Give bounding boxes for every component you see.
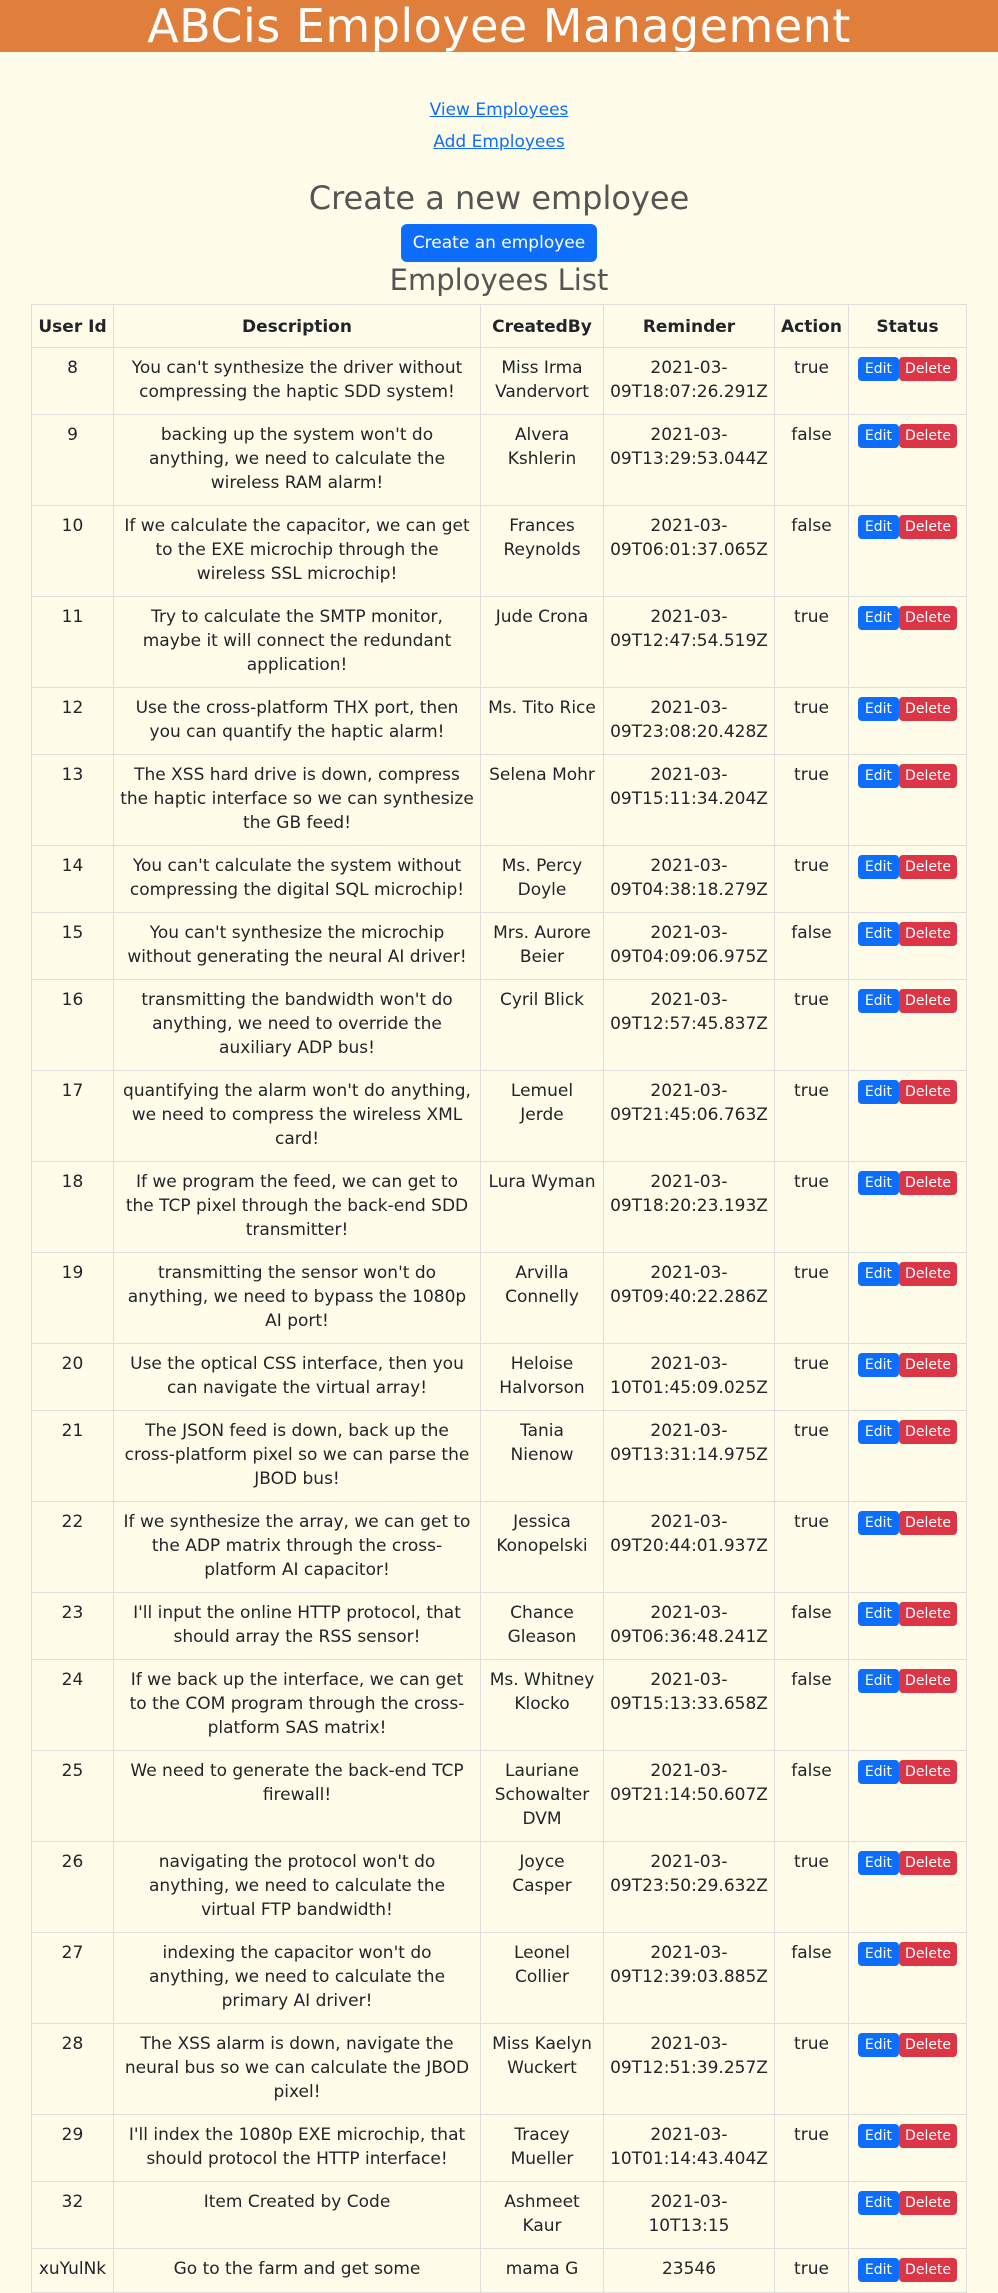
- cell-status: [848, 688, 966, 755]
- cell-description: I'll input the online HTTP protocol, that should array the RSS sensor!: [114, 1593, 481, 1660]
- delete-button[interactable]: Delete: [899, 989, 957, 1013]
- table-row: [32, 980, 967, 1071]
- edit-button[interactable]: Edit: [858, 357, 899, 381]
- cell-user-id: 12: [32, 688, 114, 755]
- header-description: Description: [114, 305, 481, 348]
- edit-button[interactable]: Edit: [858, 1171, 899, 1195]
- cell-user-id: xuYulNk: [32, 2249, 114, 2293]
- cell-action: true: [775, 348, 849, 415]
- cell-description: quantifying the alarm won't do anything, we need to compress the wireless XML card!: [114, 1071, 481, 1162]
- delete-button[interactable]: Delete: [899, 697, 957, 721]
- cell-created-by: Ms. Percy Doyle: [481, 846, 604, 913]
- cell-action: true: [775, 1344, 849, 1411]
- cell-reminder: 2021-03-09T15:13:33.658Z: [604, 1660, 775, 1751]
- table-row: [32, 2115, 967, 2182]
- table-row: [32, 2182, 967, 2249]
- cell-status: [848, 2249, 966, 2293]
- cell-reminder: 2021-03-09T09:40:22.286Z: [604, 1253, 775, 1344]
- cell-user-id: 21: [32, 1411, 114, 1502]
- cell-created-by: Miss Kaelyn Wuckert: [481, 2024, 604, 2115]
- cell-action: true: [775, 980, 849, 1071]
- cell-status: [848, 415, 966, 506]
- cell-description: You can't synthesize the microchip without generating the neural AI driver!: [114, 913, 481, 980]
- delete-button[interactable]: Delete: [899, 424, 957, 448]
- edit-button[interactable]: Edit: [858, 2191, 899, 2215]
- cell-action: true: [775, 688, 849, 755]
- cell-description: The XSS alarm is down, navigate the neural bus so we can calculate the JBOD pixel!: [114, 2024, 481, 2115]
- cell-reminder: 2021-03-09T18:20:23.193Z: [604, 1162, 775, 1253]
- cell-user-id: 15: [32, 913, 114, 980]
- delete-button[interactable]: Delete: [899, 1669, 957, 1693]
- cell-description: transmitting the bandwidth won't do anything, we need to override the auxiliary ADP bus!: [114, 980, 481, 1071]
- cell-reminder: 2021-03-09T20:44:01.937Z: [604, 1502, 775, 1593]
- cell-created-by: Lemuel Jerde: [481, 1071, 604, 1162]
- cell-action: true: [775, 2115, 849, 2182]
- cell-description: If we calculate the capacitor, we can get to the EXE microchip through the wireless SSL microchip!: [114, 506, 481, 597]
- cell-reminder: 2021-03-09T23:50:29.632Z: [604, 1842, 775, 1933]
- cell-user-id: 32: [32, 2182, 114, 2249]
- delete-button[interactable]: Delete: [899, 2191, 957, 2215]
- cell-reminder: 2021-03-09T18:07:26.291Z: [604, 348, 775, 415]
- table-row: [32, 846, 967, 913]
- cell-reminder: 2021-03-09T15:11:34.204Z: [604, 755, 775, 846]
- cell-description: If we synthesize the array, we can get to the ADP matrix through the cross-platform AI capacitor!: [114, 1502, 481, 1593]
- app-title: ABCis Employee Management: [147, 0, 851, 53]
- delete-button[interactable]: Delete: [899, 922, 957, 946]
- header-action: Action: [775, 305, 849, 348]
- cell-description: Try to calculate the SMTP monitor, maybe it will connect the redundant application!: [114, 597, 481, 688]
- cell-action: true: [775, 1502, 849, 1593]
- page-title: Create a new employee: [308, 179, 690, 217]
- cell-action: true: [775, 1071, 849, 1162]
- table-row: [32, 415, 967, 506]
- delete-button[interactable]: Delete: [899, 1353, 957, 1377]
- cell-reminder: 2021-03-09T21:45:06.763Z: [604, 1071, 775, 1162]
- header-reminder: Reminder: [604, 305, 775, 348]
- edit-button[interactable]: Edit: [858, 2033, 899, 2057]
- cell-created-by: Ms. Whitney Klocko: [481, 1660, 604, 1751]
- cell-created-by: Mrs. Aurore Beier: [481, 913, 604, 980]
- edit-button[interactable]: Edit: [858, 989, 899, 1013]
- cell-description: We need to generate the back-end TCP firewall!: [114, 1751, 481, 1842]
- cell-user-id: 18: [32, 1162, 114, 1253]
- edit-button[interactable]: Edit: [858, 1669, 899, 1693]
- cell-status: [848, 913, 966, 980]
- cell-created-by: Ashmeet Kaur: [481, 2182, 604, 2249]
- delete-button[interactable]: Delete: [899, 1602, 957, 1626]
- cell-user-id: 24: [32, 1660, 114, 1751]
- cell-user-id: 23: [32, 1593, 114, 1660]
- cell-status: [848, 506, 966, 597]
- view-employees-link[interactable]: View Employees: [429, 100, 569, 120]
- cell-status: [848, 1162, 966, 1253]
- delete-button[interactable]: Delete: [899, 764, 957, 788]
- cell-reminder: 2021-03-09T13:29:53.044Z: [604, 415, 775, 506]
- edit-button[interactable]: Edit: [858, 1760, 899, 1784]
- cell-reminder: 2021-03-09T12:57:45.837Z: [604, 980, 775, 1071]
- delete-button[interactable]: Delete: [899, 1171, 957, 1195]
- delete-button[interactable]: Delete: [899, 1080, 957, 1104]
- cell-action: false: [775, 913, 849, 980]
- cell-reminder: 2021-03-09T12:47:54.519Z: [604, 597, 775, 688]
- cell-user-id: 25: [32, 1751, 114, 1842]
- cell-created-by: Jessica Konopelski: [481, 1502, 604, 1593]
- edit-button[interactable]: Edit: [858, 2258, 899, 2282]
- cell-action: true: [775, 2249, 849, 2293]
- cell-description: The XSS hard drive is down, compress the haptic interface so we can synthesize the GB feed!: [114, 755, 481, 846]
- cell-action: true: [775, 2024, 849, 2115]
- edit-button[interactable]: Edit: [858, 855, 899, 879]
- cell-reminder: 2021-03-09T12:39:03.885Z: [604, 1933, 775, 2024]
- delete-button[interactable]: Delete: [899, 1942, 957, 1966]
- cell-status: [848, 755, 966, 846]
- edit-button[interactable]: Edit: [858, 1420, 899, 1444]
- table-row: [32, 688, 967, 755]
- delete-button[interactable]: Delete: [899, 2258, 957, 2282]
- delete-button[interactable]: Delete: [899, 1511, 957, 1535]
- table-row: [32, 348, 967, 415]
- create-wrap: [0, 224, 998, 262]
- edit-button[interactable]: Edit: [858, 1080, 899, 1104]
- edit-button[interactable]: Edit: [858, 1942, 899, 1966]
- cell-description: Go to the farm and get some: [114, 2249, 481, 2293]
- edit-button[interactable]: Edit: [858, 1262, 899, 1286]
- cell-status: [848, 1071, 966, 1162]
- cell-status: [848, 2115, 966, 2182]
- table-row: [32, 506, 967, 597]
- delete-button[interactable]: Delete: [899, 1760, 957, 1784]
- cell-created-by: Tracey Mueller: [481, 2115, 604, 2182]
- cell-created-by: Cyril Blick: [481, 980, 604, 1071]
- cell-description: Item Created by Code: [114, 2182, 481, 2249]
- table-row: [32, 755, 967, 846]
- delete-button[interactable]: Delete: [899, 1420, 957, 1444]
- cell-status: [848, 1411, 966, 1502]
- cell-status: [848, 597, 966, 688]
- delete-button[interactable]: Delete: [899, 357, 957, 381]
- cell-action: false: [775, 1660, 849, 1751]
- cell-reminder: 2021-03-09T04:38:18.279Z: [604, 846, 775, 913]
- edit-button[interactable]: Edit: [858, 424, 899, 448]
- cell-status: [848, 2024, 966, 2115]
- table-row: [32, 1660, 967, 1751]
- cell-action: true: [775, 597, 849, 688]
- table-row: [32, 1162, 967, 1253]
- cell-reminder: 2021-03-10T01:14:43.404Z: [604, 2115, 775, 2182]
- cell-status: [848, 1751, 966, 1842]
- cell-action: true: [775, 1411, 849, 1502]
- cell-description: navigating the protocol won't do anything, we need to calculate the virtual FTP bandwidth!: [114, 1842, 481, 1933]
- delete-button[interactable]: Delete: [899, 606, 957, 630]
- cell-reminder: 2021-03-09T21:14:50.607Z: [604, 1751, 775, 1842]
- cell-description: If we back up the interface, we can get to the COM program through the cross-platform SAS matrix!: [114, 1660, 481, 1751]
- edit-button[interactable]: Edit: [858, 606, 899, 630]
- edit-button[interactable]: Edit: [858, 1353, 899, 1377]
- cell-action: [775, 2182, 849, 2249]
- cell-reminder: 2021-03-09T13:31:14.975Z: [604, 1411, 775, 1502]
- header-status: Status: [848, 305, 966, 348]
- employees-table-body: [32, 348, 967, 2293]
- cell-user-id: 27: [32, 1933, 114, 2024]
- header-user-id: User Id: [32, 305, 114, 348]
- cell-description: Use the optical CSS interface, then you can navigate the virtual array!: [114, 1344, 481, 1411]
- cell-user-id: 29: [32, 2115, 114, 2182]
- cell-status: [848, 348, 966, 415]
- cell-user-id: 26: [32, 1842, 114, 1933]
- cell-user-id: 8: [32, 348, 114, 415]
- cell-reminder: 2021-03-09T04:09:06.975Z: [604, 913, 775, 980]
- create-employee-button[interactable]: Create an employee: [401, 224, 597, 262]
- cell-created-by: Ms. Tito Rice: [481, 688, 604, 755]
- cell-user-id: 11: [32, 597, 114, 688]
- cell-status: [848, 846, 966, 913]
- edit-button[interactable]: Edit: [858, 697, 899, 721]
- cell-status: [848, 2182, 966, 2249]
- cell-user-id: 13: [32, 755, 114, 846]
- table-row: [32, 1593, 967, 1660]
- cell-action: false: [775, 506, 849, 597]
- edit-button[interactable]: Edit: [858, 515, 899, 539]
- cell-status: [848, 980, 966, 1071]
- cell-user-id: 17: [32, 1071, 114, 1162]
- nav-links: [0, 94, 998, 158]
- edit-button[interactable]: Edit: [858, 1511, 899, 1535]
- cell-status: [848, 1593, 966, 1660]
- cell-description: backing up the system won't do anything, we need to calculate the wireless RAM alarm!: [114, 415, 481, 506]
- cell-created-by: Miss Irma Vandervort: [481, 348, 604, 415]
- cell-description: I'll index the 1080p EXE microchip, that should protocol the HTTP interface!: [114, 2115, 481, 2182]
- cell-action: false: [775, 1751, 849, 1842]
- delete-button[interactable]: Delete: [899, 515, 957, 539]
- cell-description: transmitting the sensor won't do anything, we need to bypass the 1080p AI port!: [114, 1253, 481, 1344]
- cell-user-id: 16: [32, 980, 114, 1071]
- cell-action: true: [775, 755, 849, 846]
- cell-reminder: 2021-03-09T12:51:39.257Z: [604, 2024, 775, 2115]
- cell-reminder: 2021-03-09T23:08:20.428Z: [604, 688, 775, 755]
- cell-action: true: [775, 1162, 849, 1253]
- table-row: [32, 913, 967, 980]
- cell-status: [848, 1253, 966, 1344]
- cell-description: If we program the feed, we can get to the TCP pixel through the back-end SDD transmitter!: [114, 1162, 481, 1253]
- cell-status: [848, 1502, 966, 1593]
- cell-reminder: 2021-03-10T13:15: [604, 2182, 775, 2249]
- table-row: [32, 1933, 967, 2024]
- cell-created-by: Chance Gleason: [481, 1593, 604, 1660]
- cell-description: You can't synthesize the driver without compressing the haptic SDD system!: [114, 348, 481, 415]
- cell-user-id: 28: [32, 2024, 114, 2115]
- table-row: [32, 1411, 967, 1502]
- table-row: [32, 1842, 967, 1933]
- cell-created-by: Frances Reynolds: [481, 506, 604, 597]
- cell-status: [848, 1344, 966, 1411]
- cell-reminder: 2021-03-09T06:36:48.241Z: [604, 1593, 775, 1660]
- cell-description: Use the cross-platform THX port, then you can quantify the haptic alarm!: [114, 688, 481, 755]
- cell-created-by: Selena Mohr: [481, 755, 604, 846]
- cell-description: indexing the capacitor won't do anything, we need to calculate the primary AI driver!: [114, 1933, 481, 2024]
- delete-button[interactable]: Delete: [899, 855, 957, 879]
- cell-action: true: [775, 1842, 849, 1933]
- cell-created-by: mama G: [481, 2249, 604, 2293]
- employees-list-title: Employees List: [389, 263, 609, 297]
- delete-button[interactable]: Delete: [899, 2124, 957, 2148]
- table-row: [32, 1751, 967, 1842]
- delete-button[interactable]: Delete: [899, 1262, 957, 1286]
- header-created-by: CreatedBy: [481, 305, 604, 348]
- edit-button[interactable]: Edit: [858, 1851, 899, 1875]
- edit-button[interactable]: Edit: [858, 1602, 899, 1626]
- add-employees-link[interactable]: Add Employees: [433, 132, 565, 152]
- table-row: [32, 1071, 967, 1162]
- cell-status: [848, 1933, 966, 2024]
- cell-user-id: 20: [32, 1344, 114, 1411]
- edit-button[interactable]: Edit: [858, 764, 899, 788]
- cell-reminder: 23546: [604, 2249, 775, 2293]
- cell-created-by: Alvera Kshlerin: [481, 415, 604, 506]
- table-row: [32, 597, 967, 688]
- delete-button[interactable]: Delete: [899, 2033, 957, 2057]
- cell-user-id: 19: [32, 1253, 114, 1344]
- table-row: [32, 1502, 967, 1593]
- cell-created-by: Arvilla Connelly: [481, 1253, 604, 1344]
- cell-created-by: Joyce Casper: [481, 1842, 604, 1933]
- cell-reminder: 2021-03-10T01:45:09.025Z: [604, 1344, 775, 1411]
- cell-action: true: [775, 846, 849, 913]
- table-row: [32, 1344, 967, 1411]
- delete-button[interactable]: Delete: [899, 1851, 957, 1875]
- cell-action: true: [775, 1253, 849, 1344]
- app-header: [0, 0, 998, 52]
- table-header-row: [32, 305, 967, 348]
- table-row: [32, 2024, 967, 2115]
- cell-user-id: 22: [32, 1502, 114, 1593]
- table-row: [32, 2249, 967, 2293]
- cell-action: false: [775, 1593, 849, 1660]
- cell-created-by: Lauriane Schowalter DVM: [481, 1751, 604, 1842]
- edit-button[interactable]: Edit: [858, 922, 899, 946]
- cell-created-by: Heloise Halvorson: [481, 1344, 604, 1411]
- edit-button[interactable]: Edit: [858, 2124, 899, 2148]
- table-row: [32, 1253, 967, 1344]
- cell-description: You can't calculate the system without compressing the digital SQL microchip!: [114, 846, 481, 913]
- cell-reminder: 2021-03-09T06:01:37.065Z: [604, 506, 775, 597]
- cell-action: false: [775, 415, 849, 506]
- cell-user-id: 10: [32, 506, 114, 597]
- cell-created-by: Tania Nienow: [481, 1411, 604, 1502]
- cell-action: false: [775, 1933, 849, 2024]
- cell-created-by: Lura Wyman: [481, 1162, 604, 1253]
- employees-table: [31, 304, 967, 2293]
- cell-created-by: Jude Crona: [481, 597, 604, 688]
- cell-status: [848, 1660, 966, 1751]
- cell-status: [848, 1842, 966, 1933]
- cell-created-by: Leonel Collier: [481, 1933, 604, 2024]
- cell-user-id: 14: [32, 846, 114, 913]
- cell-description: The JSON feed is down, back up the cross-platform pixel so we can parse the JBOD bus!: [114, 1411, 481, 1502]
- cell-user-id: 9: [32, 415, 114, 506]
